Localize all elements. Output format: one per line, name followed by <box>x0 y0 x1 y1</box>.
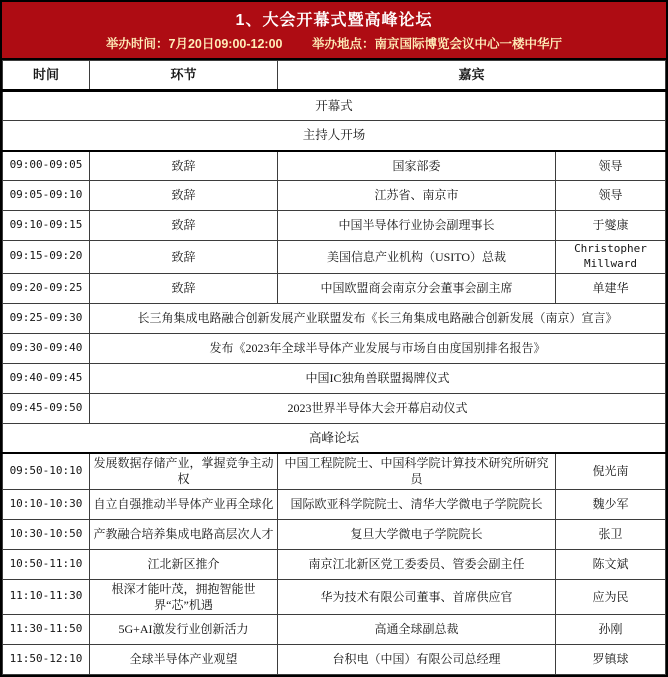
section-title-cell: 开幕式 <box>3 91 666 121</box>
session-cell: 致辞 <box>90 181 278 211</box>
table-row <box>3 121 666 151</box>
table-row <box>3 549 666 579</box>
table-row <box>3 151 666 181</box>
banner-subtitle <box>2 30 666 57</box>
guest-name-cell: 应为民 <box>556 579 666 614</box>
table-row <box>3 489 666 519</box>
guest-org-cell: 美国信息产业机构（USITO）总裁 <box>278 241 556 274</box>
session-cell: 江北新区推介 <box>90 549 278 579</box>
section-title-cell: 高峰论坛 <box>3 423 666 453</box>
session-cell: 发展数据存储产业，掌握竞争主动权 <box>90 453 278 489</box>
time-cell: 09:00-09:05 <box>3 151 90 181</box>
guest-name-cell: 领导 <box>556 151 666 181</box>
guest-org-cell: 中国半导体行业协会副理事长 <box>278 211 556 241</box>
time-cell: 09:30-09:40 <box>3 333 90 363</box>
time-cell: 09:15-09:20 <box>3 241 90 274</box>
guest-org-cell: 复旦大学微电子学院院长 <box>278 519 556 549</box>
page-title: 1、大会开幕式暨高峰论坛 <box>235 11 433 29</box>
time-cell: 09:25-09:30 <box>3 303 90 333</box>
guest-name-cell: 单建华 <box>556 273 666 303</box>
guest-name-cell: 领导 <box>556 181 666 211</box>
table-row <box>3 579 666 614</box>
time-cell: 10:50-11:10 <box>3 549 90 579</box>
guest-name-cell: 倪光南 <box>556 453 666 489</box>
activity-cell: 发布《2023年全球半导体产业发展与市场自由度国别排名报告》 <box>90 333 666 363</box>
guest-org-cell: 国际欧亚科学院院士、清华大学微电子学院院长 <box>278 489 556 519</box>
guest-name-cell: 罗镇球 <box>556 644 666 674</box>
time-cell: 09:10-09:15 <box>3 211 90 241</box>
time-cell: 09:20-09:25 <box>3 273 90 303</box>
session-cell: 产教融合培养集成电路高层次人才 <box>90 519 278 549</box>
time-cell: 11:10-11:30 <box>3 579 90 614</box>
guest-name-cell: 张卫 <box>556 519 666 549</box>
guest-org-cell: 台积电（中国）有限公司总经理 <box>278 644 556 674</box>
table-row <box>3 303 666 333</box>
guest-org-cell: 南京江北新区党工委委员、管委会副主任 <box>278 549 556 579</box>
table-row <box>3 181 666 211</box>
time-cell: 11:30-11:50 <box>3 614 90 644</box>
table-row <box>3 614 666 644</box>
table-row <box>3 273 666 303</box>
table-row <box>3 423 666 453</box>
col-header-guest: 嘉宾 <box>278 61 666 91</box>
time-cell: 10:10-10:30 <box>3 489 90 519</box>
guest-org-cell: 中国工程院院士、中国科学院计算技术研究所研究员 <box>278 453 556 489</box>
guest-name-cell: 魏少军 <box>556 489 666 519</box>
event-time-text: 举办时间：7月20日09:00-12:00 <box>106 36 283 51</box>
guest-org-cell: 中国欧盟商会南京分会董事会副主席 <box>278 273 556 303</box>
time-cell: 09:45-09:50 <box>3 393 90 423</box>
table-row <box>3 644 666 674</box>
guest-org-cell: 国家部委 <box>278 151 556 181</box>
guest-name-cell: 于燮康 <box>556 211 666 241</box>
banner <box>2 2 666 60</box>
activity-cell: 长三角集成电路融合创新发展产业联盟发布《长三角集成电路融合创新发展（南京）宣言》 <box>90 303 666 333</box>
activity-cell: 中国IC独角兽联盟揭牌仪式 <box>90 363 666 393</box>
session-cell: 致辞 <box>90 273 278 303</box>
guest-name-cell: Christopher Millward <box>556 241 666 274</box>
session-cell: 全球半导体产业观望 <box>90 644 278 674</box>
guest-name-cell: 孙刚 <box>556 614 666 644</box>
time-cell: 09:40-09:45 <box>3 363 90 393</box>
column-header-row <box>3 61 666 91</box>
table-row <box>3 519 666 549</box>
table-row <box>3 453 666 489</box>
session-cell: 自立自强推动半导体产业再全球化 <box>90 489 278 519</box>
col-header-time: 时间 <box>3 61 90 91</box>
session-cell: 根深才能叶茂，拥抱智能世界“芯”机遇 <box>90 579 278 614</box>
table-row <box>3 211 666 241</box>
table-row <box>3 91 666 121</box>
guest-org-cell: 江苏省、南京市 <box>278 181 556 211</box>
time-cell: 09:50-10:10 <box>3 453 90 489</box>
section-title-cell: 主持人开场 <box>3 121 666 151</box>
agenda-table <box>2 60 666 675</box>
guest-org-cell: 华为技术有限公司董事、首席供应官 <box>278 579 556 614</box>
time-cell: 10:30-10:50 <box>3 519 90 549</box>
table-row <box>3 241 666 274</box>
table-row <box>3 363 666 393</box>
table-row <box>3 333 666 363</box>
time-cell: 11:50-12:10 <box>3 644 90 674</box>
time-cell: 09:05-09:10 <box>3 181 90 211</box>
session-cell: 5G+AI激发行业创新活力 <box>90 614 278 644</box>
table-row <box>3 393 666 423</box>
guest-org-cell: 高通全球副总裁 <box>278 614 556 644</box>
session-cell: 致辞 <box>90 151 278 181</box>
guest-name-cell: 陈文斌 <box>556 549 666 579</box>
event-location-text: 举办地点：南京国际博览会议中心一楼中华厅 <box>311 36 562 51</box>
col-header-session: 环节 <box>90 61 278 91</box>
session-cell: 致辞 <box>90 211 278 241</box>
activity-cell: 2023世界半导体大会开幕启动仪式 <box>90 393 666 423</box>
session-cell: 致辞 <box>90 241 278 274</box>
